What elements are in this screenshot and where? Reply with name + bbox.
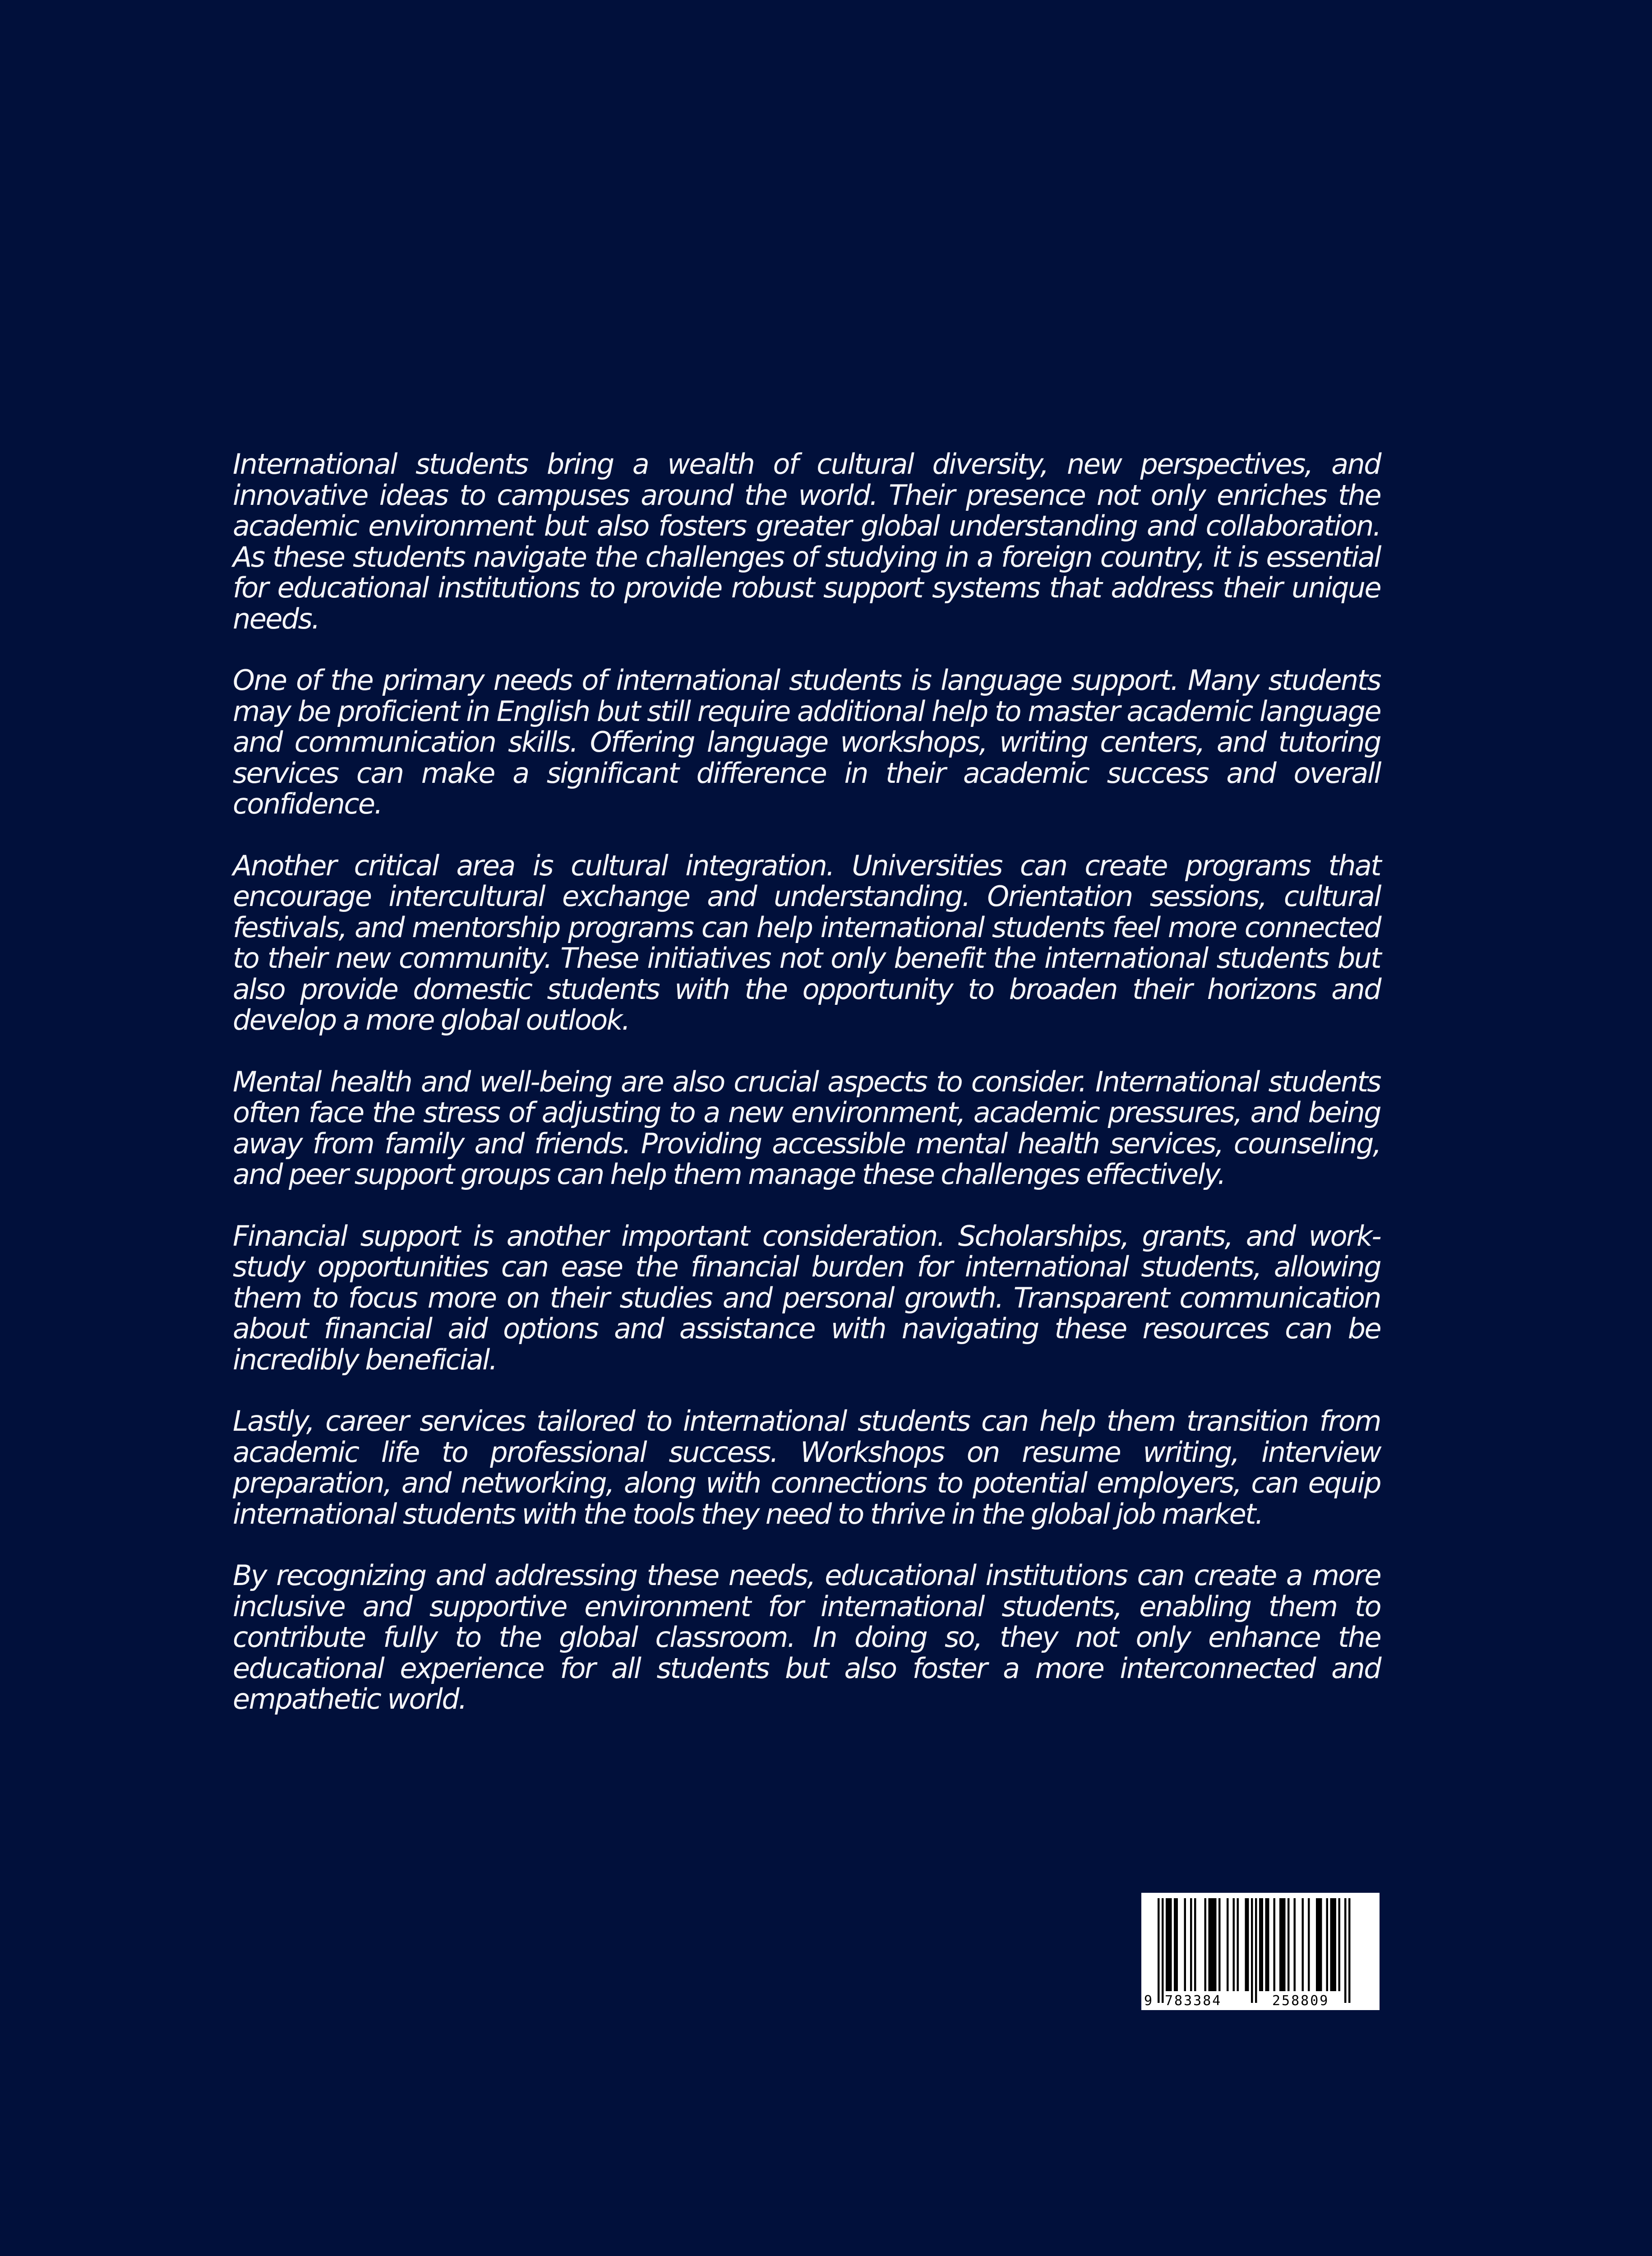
- barcode-bar: [1158, 1898, 1160, 2003]
- barcode-bar: [1204, 1898, 1207, 1991]
- barcode-bar: [1214, 1898, 1217, 1991]
- paragraph-language-support: One of the primary needs of international students is language support. Many students may be proficient in English but still require additional help to master academic language and communication skills. Offering language workshops, writing centers, and tutoring services can make a significant difference in their academic success and overall confidence.: [233, 664, 1380, 820]
- barcode-bar: [1247, 1898, 1249, 1991]
- barcode-bar: [1318, 1898, 1320, 1991]
- barcode-left-group: 783384: [1165, 1993, 1222, 2009]
- barcode-bar: [1279, 1898, 1282, 1991]
- paragraph-cultural-integration: Another critical area is cultural integration. Universities can create programs that encourage intercultural exchange and understanding. Orientation sessions, cultural festivals, and mentorship programs can help international students feel more connected to their new community. These initiatives not only benefit the international students but also provide domestic students with the opportunity to broaden their horizons and develop a more global outlook.: [233, 849, 1380, 1036]
- barcode-bar: [1245, 1898, 1247, 1991]
- barcode-bar: [1282, 1898, 1284, 1991]
- paragraph-financial-support: Financial support is another important consideration. Scholarships, grants, and work-study opportunities can ease the financial burden for international students, allowing them to focus more on their studies and personal growth. Transparent communication about financial aid options and assistance with navigating these resources can be incredibly beneficial.: [233, 1219, 1380, 1376]
- barcode-bar: [1190, 1898, 1192, 1991]
- isbn-barcode: [1141, 1893, 1380, 2010]
- barcode-bar: [1334, 1898, 1337, 1991]
- barcode-bar: [1308, 1898, 1310, 1991]
- barcode-bar: [1255, 1898, 1257, 2003]
- barcode-bar: [1213, 1898, 1215, 1991]
- barcode-bar: [1194, 1898, 1196, 1991]
- barcode-first-digit: 9: [1144, 1993, 1153, 2009]
- barcode-bar: [1316, 1898, 1318, 1991]
- barcode-bar: [1348, 1898, 1351, 2003]
- barcode-bar: [1218, 1898, 1221, 1991]
- barcode-bar: [1174, 1898, 1176, 1991]
- barcode-bar: [1344, 1898, 1347, 2003]
- barcode-bar: [1267, 1898, 1269, 1991]
- paragraph-career-services: Lastly, career services tailored to international students can help them transition from academic life to professional success. Workshops on resume writing, interview preparation, and networking, along with connections to potential employers, can equip international students with the tools they need to thrive in the global job market.: [233, 1405, 1380, 1530]
- barcode-digits: [1141, 1992, 1380, 2010]
- barcode-bar: [1237, 1898, 1239, 1991]
- paragraph-intro: International students bring a wealth of cultural diversity, new perspectives, and innovative ideas to campuses around the world. Their presence not only enriches the academic environment but also fosters greater global understanding and collaboration. As these students navigate the challenges of studying in a foreign country, it is essential for educational institutions to provide robust support systems that address their unique needs.: [233, 448, 1380, 635]
- barcode-bar: [1259, 1898, 1261, 1991]
- barcode-bar: [1251, 1898, 1253, 2003]
- barcode-bar: [1210, 1898, 1213, 1991]
- barcode-bar: [1184, 1898, 1186, 1991]
- barcode-bar: [1274, 1898, 1276, 1991]
- barcode-bar: [1287, 1898, 1290, 1991]
- barcode-bar: [1233, 1898, 1235, 1991]
- barcode-bar: [1326, 1898, 1329, 1991]
- barcode-bar: [1330, 1898, 1333, 1991]
- barcode-bar: [1170, 1898, 1172, 1991]
- barcode-bar: [1338, 1898, 1341, 1991]
- barcode-bar: [1168, 1898, 1170, 1991]
- barcode-bar: [1209, 1898, 1211, 1991]
- barcode-bar: [1227, 1898, 1229, 1991]
- back-cover-text: [233, 449, 1380, 1746]
- barcode-bar: [1261, 1898, 1264, 1991]
- barcode-bar: [1265, 1898, 1268, 1991]
- paragraph-mental-health: Mental health and well-being are also crucial aspects to consider. International students often face the stress of adjusting to a new environment, academic pressures, and being away from family and friends. Providing accessible mental health services, counseling, and peer support groups can help them manage these challenges effectively.: [233, 1065, 1380, 1191]
- barcode-bar: [1320, 1898, 1322, 1991]
- barcode-bar: [1162, 1898, 1164, 2003]
- barcode-bar: [1302, 1898, 1304, 1991]
- barcode-bar: [1332, 1898, 1334, 1991]
- paragraph-conclusion: By recognizing and addressing these needs, educational institutions can create a more inclusive and supportive environment for international students, enabling them to contribute fully to the global classroom. In doing so, they not only enhance the educational experience for all students but also foster a more interconnected and empathetic world.: [233, 1559, 1380, 1715]
- barcode-bar: [1294, 1898, 1296, 1991]
- barcode-bar: [1283, 1898, 1286, 1991]
- barcode-bar: [1166, 1898, 1168, 1991]
- barcode-bar: [1176, 1898, 1178, 1991]
- barcode-right-group: 258809: [1272, 1993, 1329, 2009]
